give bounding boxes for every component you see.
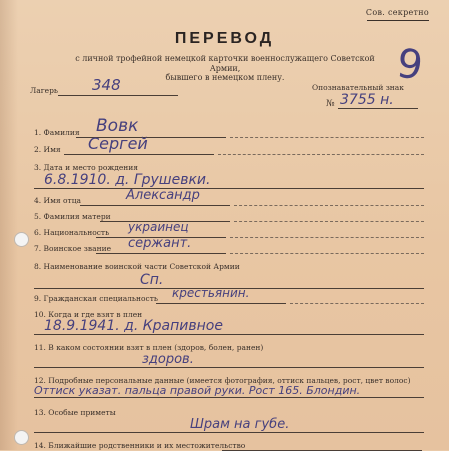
field-underline xyxy=(34,334,424,335)
field-label: 14. Ближайшие родственники и их местожительство xyxy=(34,441,246,450)
field-value: 18.9.1941. д. Крапивное xyxy=(44,318,223,334)
tag-label: Опознавательный знак xyxy=(312,83,404,92)
document-title: ПЕРЕВОД xyxy=(174,30,275,47)
field-label: 1. Фамилия xyxy=(34,128,80,137)
camp-label: Лагерь xyxy=(30,86,58,95)
field-value: Сп. xyxy=(140,272,164,288)
field-value: украинец xyxy=(128,220,189,234)
camp-underline xyxy=(58,95,178,96)
field-label: 9. Гражданская специальность xyxy=(34,294,158,303)
field-value: здоров. xyxy=(142,352,194,367)
field-underline-extension xyxy=(230,253,424,254)
field-label: 4. Имя отца xyxy=(34,196,81,205)
field-underline-extension xyxy=(230,137,424,138)
field-value: Александр xyxy=(126,188,200,203)
field-underline-extension xyxy=(234,221,424,222)
field-underline xyxy=(34,367,424,368)
field-value: Шрам на губе. xyxy=(190,417,290,432)
field-value: сержант. xyxy=(128,236,192,251)
tag-value: 3755 н. xyxy=(340,92,394,108)
field-underline-extension xyxy=(234,205,424,206)
tag-prefix: № xyxy=(326,99,335,109)
secret-mark: Сов. секретно xyxy=(365,8,429,17)
field-value: Вовк xyxy=(96,116,139,136)
tag-underline xyxy=(338,108,418,109)
field-underline-extension xyxy=(290,303,424,304)
field-underline xyxy=(96,253,226,254)
camp-value: 348 xyxy=(92,76,121,94)
field-label: 2. Имя xyxy=(34,145,61,154)
field-value: Сергей xyxy=(88,134,148,153)
field-underline-extension xyxy=(218,154,424,155)
field-label: 10. Когда и где взят в плен xyxy=(34,310,143,319)
corner-number: 9 xyxy=(393,40,426,90)
field-label: 11. В каком состоянии взят в плен (здоров, болен, ранен) xyxy=(34,343,264,352)
punch-hole xyxy=(14,430,29,445)
field-label: 3. Дата и место рождения xyxy=(34,163,139,172)
page-edge-shadow xyxy=(0,0,18,450)
field-underline xyxy=(34,397,424,398)
field-label: 6. Национальность xyxy=(34,228,110,237)
field-value: Оттиск указат. пальца правой руки. Рост 165. Блондин. xyxy=(34,384,361,397)
field-value: 6.8.1910. д. Грушевки. xyxy=(44,172,211,188)
field-label: 7. Воинское звание xyxy=(34,244,112,253)
subtitle-line-2: бывшего в немецком плену. xyxy=(165,73,285,82)
field-underline xyxy=(64,154,214,155)
field-value: крестьянин. xyxy=(172,286,250,300)
punch-hole xyxy=(14,232,29,247)
field-underline-extension xyxy=(230,237,424,238)
field-underline xyxy=(80,205,230,206)
field-label: 5. Фамилия матери xyxy=(34,212,111,221)
field-label: 8. Наименование воинской части Советской Армии xyxy=(34,262,240,271)
field-label: 12. Подробные персональные данные (имеется фотография, оттиск пальцев, рост, цвет волос) xyxy=(34,376,411,385)
field-underline xyxy=(34,188,424,189)
subtitle-line-1: с личной трофейной немецкой карточки военнослужащего Советской Армии, xyxy=(75,54,375,73)
secret-underline xyxy=(367,20,429,21)
field-label: 13. Особые приметы xyxy=(34,408,116,417)
field-underline xyxy=(156,303,286,304)
field-underline xyxy=(34,432,424,433)
